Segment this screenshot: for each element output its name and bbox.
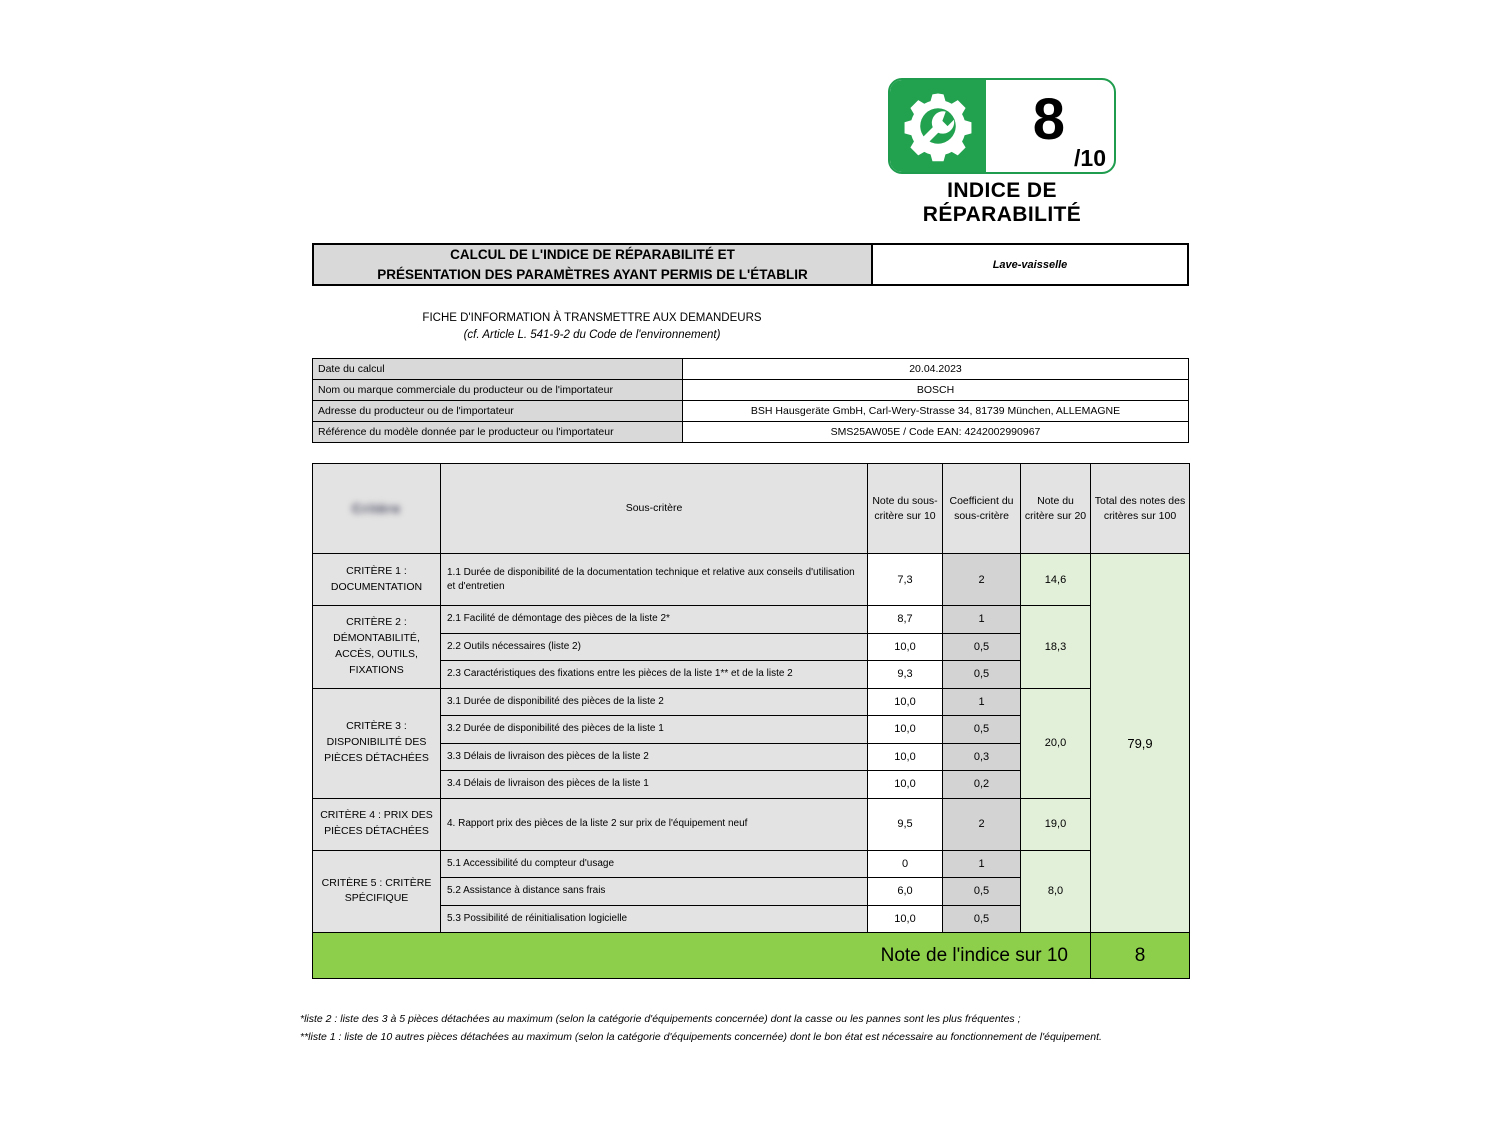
- sub-criterion-label: 4. Rapport prix des pièces de la liste 2 sur prix de l'équipement neuf: [441, 798, 868, 850]
- info-label: Date du calcul: [313, 359, 683, 380]
- gear-wrench-icon: [890, 80, 986, 172]
- subtitle-line2: (cf. Article L. 541-9-2 du Code de l'environnement): [463, 329, 721, 342]
- sub-criterion-label: 3.4 Délais de livraison des pièces de la liste 1: [441, 771, 868, 799]
- subtitle-line1: FICHE D'INFORMATION À TRANSMETTRE AUX DEMANDEURS: [422, 312, 762, 324]
- sub-criterion-coefficient: 0,5: [943, 661, 1021, 689]
- sub-criterion-note: 9,3: [868, 661, 943, 689]
- sub-criterion-label: 1.1 Durée de disponibilité de la documentation technique et relative aux conseils d'utilisation et d'entretien: [441, 554, 868, 606]
- header-criterion: [313, 464, 441, 554]
- document-title-bar: [312, 243, 1189, 286]
- table-row: [313, 422, 1189, 443]
- sub-criterion-label: 5.2 Assistance à distance sans frais: [441, 878, 868, 906]
- index-score-panel: [986, 80, 1114, 172]
- criterion-name: CRITÈRE 5 : CRITÈRE SPÉCIFIQUE: [313, 850, 441, 933]
- index-score-denominator: /10: [1074, 145, 1106, 171]
- table-row: [313, 798, 1190, 850]
- sub-criterion-coefficient: 1: [943, 850, 1021, 878]
- document-title-line1: CALCUL DE L'INDICE DE RÉPARABILITÉ ET: [450, 246, 735, 262]
- index-score-value: 8: [1032, 87, 1065, 153]
- criterion-name: CRITÈRE 2 : DÉMONTABILITÉ, ACCÈS, OUTILS, FIXATIONS: [313, 606, 441, 689]
- sub-criterion-label: 2.3 Caractéristiques des fixations entre les pièces de la liste 1** et de la liste 2: [441, 661, 868, 689]
- sub-criterion-note: 0: [868, 850, 943, 878]
- document-subtitle: [312, 310, 872, 345]
- sub-criterion-coefficient: 0,5: [943, 905, 1021, 933]
- sub-criterion-note: 10,0: [868, 743, 943, 771]
- table-header-row: [313, 464, 1190, 554]
- sub-criterion-label: 3.3 Délais de livraison des pièces de la liste 2: [441, 743, 868, 771]
- total-notes-100: 79,9: [1091, 554, 1190, 933]
- sub-criterion-label: 5.1 Accessibilité du compteur d'usage: [441, 850, 868, 878]
- sub-criterion-coefficient: 0,3: [943, 743, 1021, 771]
- sub-criterion-coefficient: 2: [943, 798, 1021, 850]
- header-total-100: Total des notes des critères sur 100: [1091, 464, 1190, 554]
- criterion-note-20: 19,0: [1021, 798, 1091, 850]
- sub-criterion-coefficient: 0,5: [943, 716, 1021, 744]
- sub-criterion-note: 8,7: [868, 606, 943, 634]
- repairability-index-logo: [888, 78, 1128, 227]
- document-title: [312, 243, 873, 286]
- sub-criterion-label: 2.1 Facilité de démontage des pièces de la liste 2*: [441, 606, 868, 634]
- index-caption: INDICE DE RÉPARABILITÉ: [922, 179, 1082, 226]
- criterion-name: CRITÈRE 1 : DOCUMENTATION: [313, 554, 441, 606]
- sub-criterion-coefficient: 0,5: [943, 878, 1021, 906]
- sub-criterion-note: 6,0: [868, 878, 943, 906]
- table-row: [313, 850, 1190, 878]
- criterion-note-20: 8,0: [1021, 850, 1091, 933]
- table-row: [313, 380, 1189, 401]
- sub-criterion-label: 2.2 Outils nécessaires (liste 2): [441, 633, 868, 661]
- info-value: 20.04.2023: [683, 359, 1189, 380]
- index-badge: [888, 78, 1116, 174]
- header-sub-criterion: Sous-critère: [441, 464, 868, 554]
- header-note-10: Note du sous-critère sur 10: [868, 464, 943, 554]
- criterion-note-20: 18,3: [1021, 606, 1091, 689]
- info-label: Adresse du producteur ou de l'importateur: [313, 401, 683, 422]
- document-title-line2: PRÉSENTATION DES PARAMÈTRES AYANT PERMIS DE L'ÉTABLIR: [377, 266, 808, 282]
- sub-criterion-note: 10,0: [868, 688, 943, 716]
- info-label: Nom ou marque commerciale du producteur ou de l'importateur: [313, 380, 683, 401]
- footnotes: [300, 1010, 1200, 1047]
- criterion-name: CRITÈRE 3 : DISPONIBILITÉ DES PIÈCES DÉTACHÉES: [313, 688, 441, 798]
- sub-criterion-coefficient: 0,2: [943, 771, 1021, 799]
- sub-criterion-note: 7,3: [868, 554, 943, 606]
- sub-criterion-coefficient: 0,5: [943, 633, 1021, 661]
- sub-criterion-note: 10,0: [868, 905, 943, 933]
- header-criterion-label: Critère: [352, 500, 401, 516]
- header-coefficient: Coefficient du sous-critère: [943, 464, 1021, 554]
- final-score-value: 8: [1091, 933, 1190, 979]
- producer-info-table: [312, 358, 1189, 443]
- repairability-scoring-table: [312, 463, 1190, 979]
- sub-criterion-coefficient: 1: [943, 688, 1021, 716]
- product-category: Lave-vaisselle: [873, 243, 1189, 286]
- table-row: [313, 688, 1190, 716]
- footnote-liste-1: **liste 1 : liste de 10 autres pièces détachées au maximum (selon la catégorie d'équipements concernée) dont le bon état est nécessaire au fonctionnement de l'équipement.: [300, 1031, 1102, 1044]
- sub-criterion-label: 5.3 Possibilité de réinitialisation logicielle: [441, 905, 868, 933]
- footnote-liste-2: *liste 2 : liste des 3 à 5 pièces détachées au maximum (selon la catégorie d'équipements concernée) dont la casse ou les pannes sont les plus fréquentes ;: [300, 1013, 1021, 1025]
- table-row: [313, 554, 1190, 606]
- sub-criterion-note: 10,0: [868, 771, 943, 799]
- criterion-note-20: 14,6: [1021, 554, 1091, 606]
- table-row: [313, 359, 1189, 380]
- info-value: BSH Hausgeräte GmbH, Carl-Wery-Strasse 34, 81739 München, ALLEMAGNE: [683, 401, 1189, 422]
- final-score-row: [313, 933, 1190, 979]
- criterion-name: CRITÈRE 4 : PRIX DES PIÈCES DÉTACHÉES: [313, 798, 441, 850]
- final-score-label: Note de l'indice sur 10: [313, 933, 1091, 979]
- table-row: [313, 606, 1190, 634]
- sub-criterion-label: 3.1 Durée de disponibilité des pièces de la liste 2: [441, 688, 868, 716]
- header-note-20: Note du critère sur 20: [1021, 464, 1091, 554]
- info-value: BOSCH: [683, 380, 1189, 401]
- sub-criterion-coefficient: 2: [943, 554, 1021, 606]
- criterion-note-20: 20,0: [1021, 688, 1091, 798]
- sub-criterion-note: 9,5: [868, 798, 943, 850]
- sub-criterion-coefficient: 1: [943, 606, 1021, 634]
- sub-criterion-note: 10,0: [868, 633, 943, 661]
- sub-criterion-label: 3.2 Durée de disponibilité des pièces de la liste 1: [441, 716, 868, 744]
- table-row: [313, 401, 1189, 422]
- info-value: SMS25AW05E / Code EAN: 4242002990967: [683, 422, 1189, 443]
- sub-criterion-note: 10,0: [868, 716, 943, 744]
- info-label: Référence du modèle donnée par le producteur ou l'importateur: [313, 422, 683, 443]
